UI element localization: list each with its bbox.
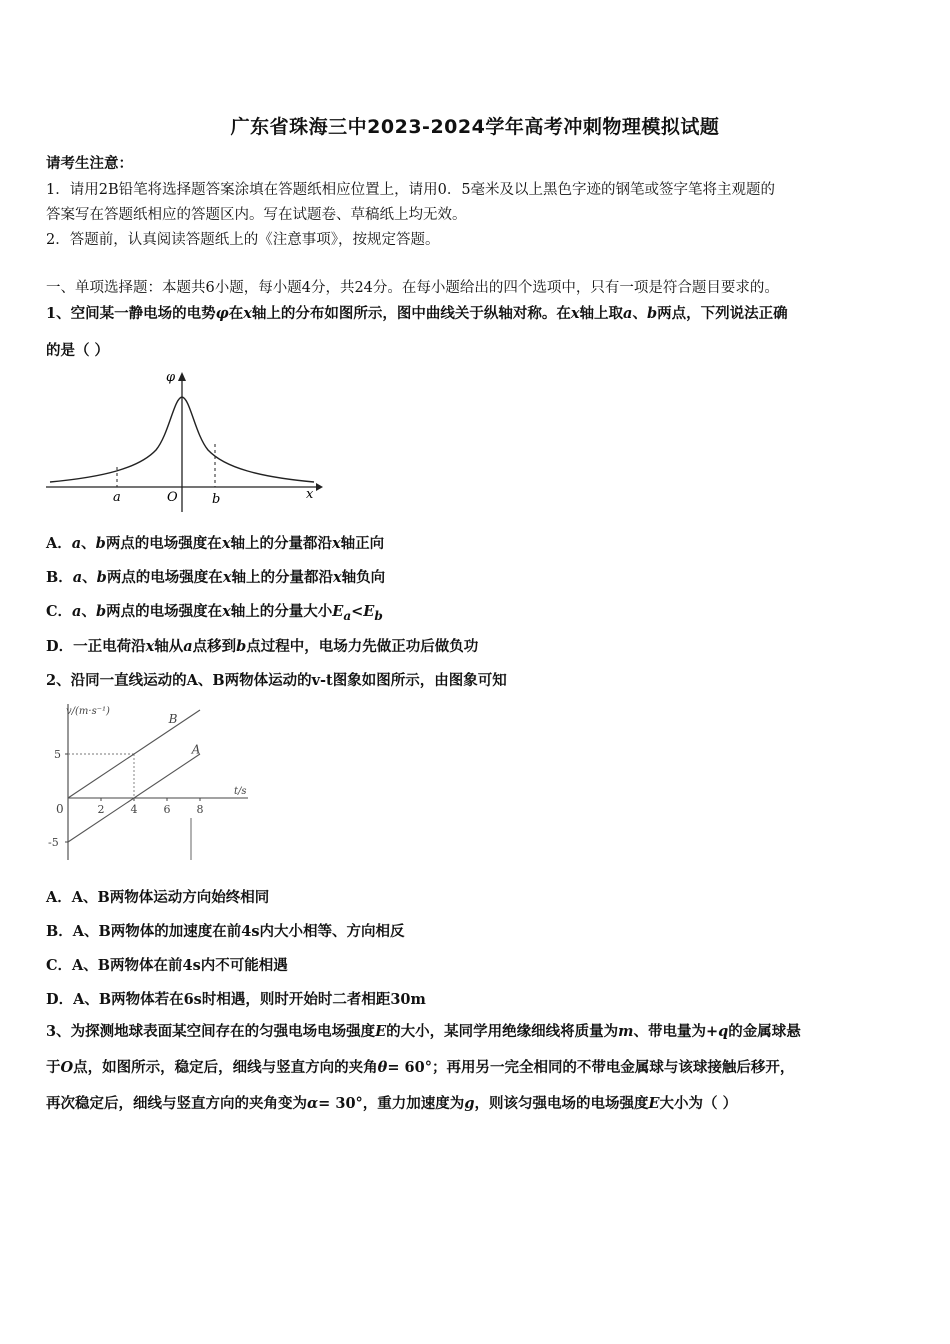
y-tick-label--5: -5 — [48, 836, 59, 849]
phi-axis-label: φ — [166, 370, 176, 385]
q1-option-c[interactable]: C．a、b两点的电场强度在x轴上的分量大小$E_a<E_b$ — [46, 603, 383, 623]
q2-option-d[interactable]: D．A、B两物体若在6s时相遇，则时开始时二者相距30m — [46, 991, 426, 1008]
series-line-B — [68, 710, 200, 798]
point-a-label: a — [113, 490, 121, 505]
section-1-heading: 一、单项选择题：本题共6小题，每小题4分，共24分。在每小题给出的四个选项中，只有一项是符合题目要求的。 — [46, 280, 779, 296]
notice-heading: 请考生注意： — [46, 155, 133, 172]
origin-label: O — [167, 490, 178, 505]
q2-option-c[interactable]: C．A、B两物体在前4s内不可能相遇 — [46, 957, 288, 974]
page-title: 广东省珠海三中2023-2024学年高考冲刺物理模拟试题 — [230, 116, 720, 138]
x-tick-label-2: 2 — [97, 803, 105, 816]
q2-option-a[interactable]: A．A、B两物体运动方向始终相同 — [46, 889, 270, 906]
point-b-label: b — [212, 492, 221, 507]
x-axis-label: x — [306, 487, 314, 502]
phi-axis-arrow — [178, 372, 186, 381]
q3-stem: 3、为探测地球表面某空间存在的匀强电场电场强度E的大小，某同学用绝缘细线将质量为m、带电量为+q的金属球悬 于O点，如图所示，稳定后，细线与竖直方向的夹角θ= 60°；再用另一完全相同的不带电金属球与该球接触后移开， 再次稳定后，细线与竖直方向的夹角变为α= 30°，重力加速度为g，则该匀强电场的电场强度E大小为（ ） — [46, 1023, 801, 1112]
q1-option-d[interactable]: D．一正电荷沿x轴从a点移到b点过程中，电场力先做正功后做负功 — [46, 638, 479, 655]
x-tick-label-6: 6 — [163, 803, 171, 816]
q1-option-b[interactable]: B．a、b两点的电场强度在x轴上的分量都沿x轴负向 — [46, 569, 386, 586]
notice-line-2: 答案写在答题纸相应的答题区内。写在试题卷、草稿纸上均无效。 — [46, 207, 467, 223]
x-tick-label-4: 4 — [130, 803, 138, 816]
vt-y-axis-label: v/(m·s⁻¹) — [66, 706, 110, 717]
q1-option-a[interactable]: A．a、b两点的电场强度在x轴上的分量都沿x轴正向 — [46, 535, 385, 552]
series-label-B: B — [168, 711, 178, 726]
notice-line-3: 2．答题前，认真阅读答题纸上的《注意事项》，按规定答题。 — [46, 232, 440, 248]
series-label-A: A — [191, 742, 201, 757]
q2-option-b[interactable]: B．A、B两物体的加速度在前4s内大小相等、方向相反 — [46, 923, 405, 940]
x-axis-arrow — [316, 483, 323, 491]
q1-stem-end: 的是（ ） — [46, 342, 110, 359]
q1-potential-figure — [44, 364, 324, 518]
x-tick-label-8: 8 — [196, 803, 204, 816]
q2-vt-chart — [44, 698, 259, 864]
vt-x-axis-label: t/s — [234, 786, 247, 797]
notice-line-1: 1．请用2B铅笔将选择题答案涂填在答题纸相应位置上，请用0．5毫米及以上黑色字迹的钢笔或签字笔将主观题的 — [46, 182, 776, 198]
vt-origin-label: 0 — [56, 802, 64, 816]
y-tick-label-5: 5 — [54, 748, 61, 761]
q2-stem: 2、沿同一直线运动的A、B两物体运动的v-t图象如图所示，由图象可知 — [46, 672, 507, 689]
q1-stem: 1、空间某一静电场的电势φ在x轴上的分布如图所示，图中曲线关于纵轴对称。在x轴上取a、b两点，下列说法正确 — [46, 305, 788, 322]
